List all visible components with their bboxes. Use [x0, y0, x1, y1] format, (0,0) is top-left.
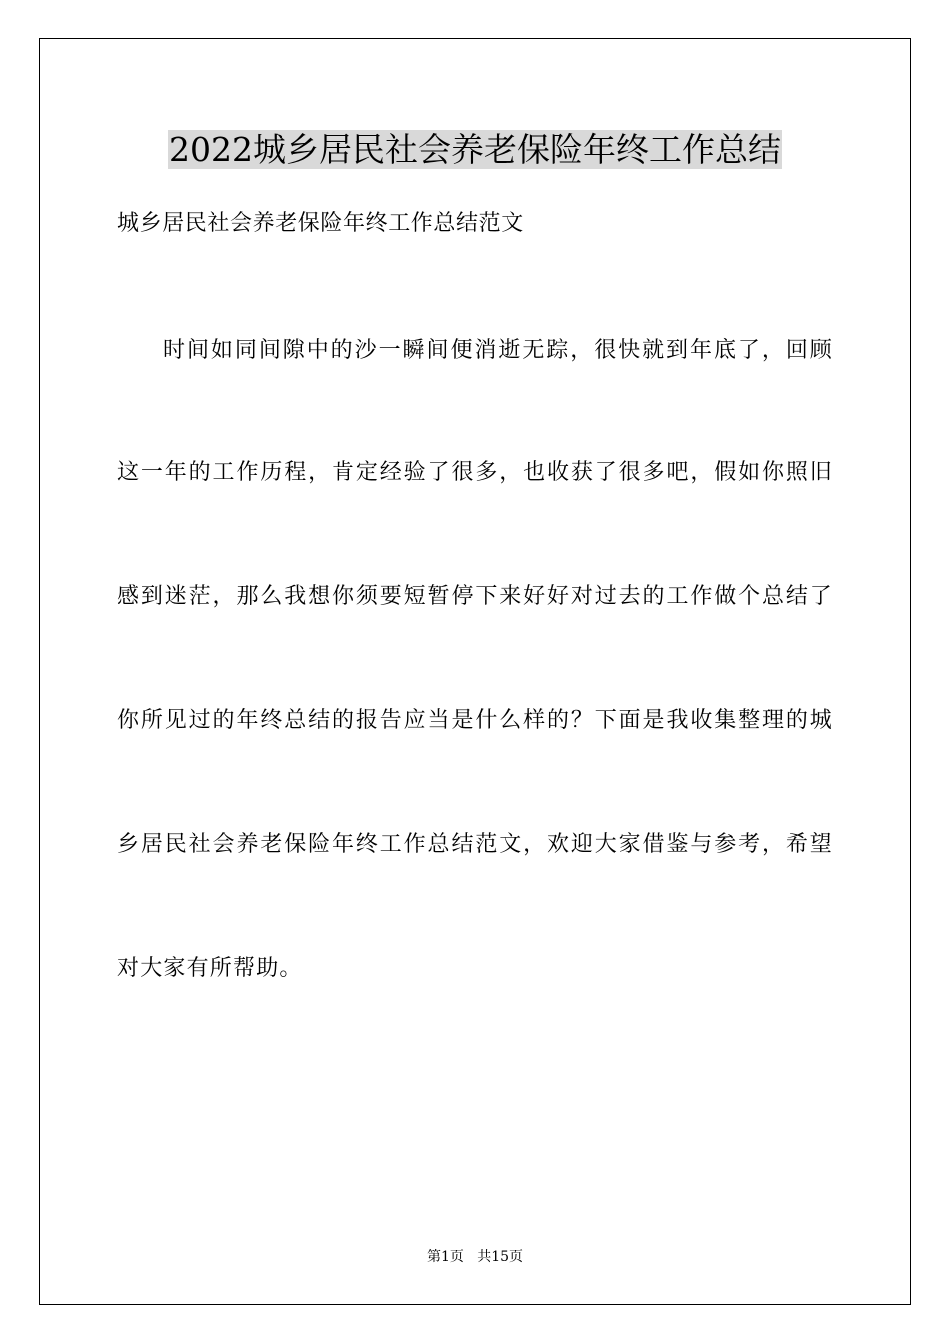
- paragraph-line: 时间如同间隙中的沙一瞬间便消逝无踪，很快就到年底了，回顾: [163, 338, 833, 363]
- paragraph-line: 这一年的工作历程，肯定经验了很多，也收获了很多吧，假如你照旧: [117, 460, 833, 485]
- paragraph-line: 你所见过的年终总结的报告应当是什么样的？下面是我收集整理的城: [117, 708, 833, 733]
- page-footer: 第1页 共15页: [426, 1249, 524, 1265]
- document-title-text: 2022城乡居民社会养老保险年终工作总结: [169, 130, 781, 169]
- document-title: [0, 127, 950, 173]
- document-subtitle: 城乡居民社会养老保险年终工作总结范文: [117, 211, 524, 236]
- paragraph-line: 乡居民社会养老保险年终工作总结范文，欢迎大家借鉴与参考，希望: [117, 832, 833, 857]
- paragraph-line: 对大家有所帮助。: [117, 956, 303, 981]
- paragraph-line: 感到迷茫，那么我想你须要短暂停下来好好对过去的工作做个总结了: [117, 584, 833, 609]
